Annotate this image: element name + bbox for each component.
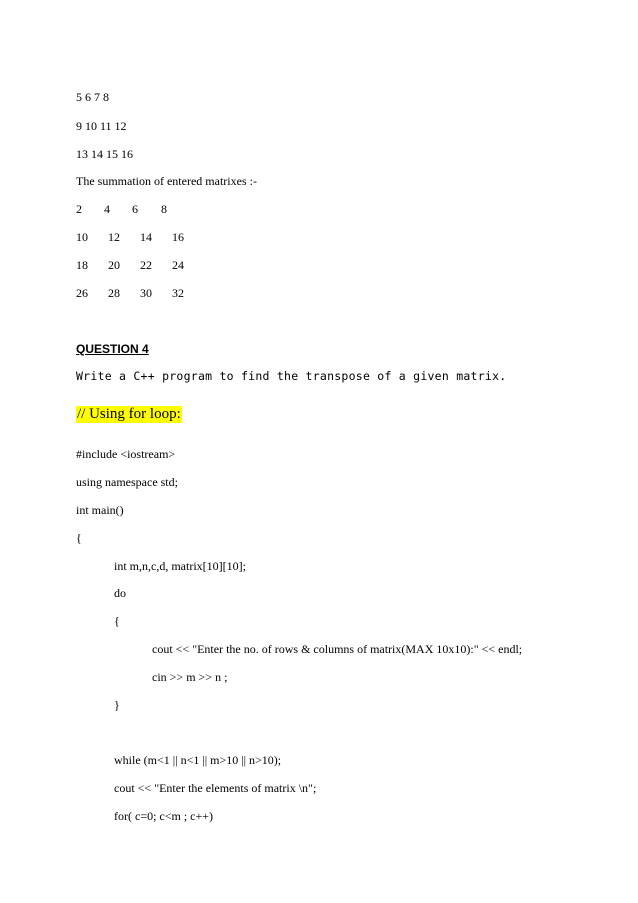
sum-cell: 2 — [76, 202, 82, 216]
code-line: } — [114, 698, 120, 712]
sum-cell: 16 — [172, 230, 184, 244]
sum-cell: 6 — [132, 202, 138, 216]
sum-cell: 4 — [104, 202, 110, 216]
code-line: { — [114, 614, 120, 628]
sum-cell: 32 — [172, 286, 184, 300]
sum-cell: 30 — [140, 286, 152, 300]
code-line: #include <iostream> — [76, 447, 176, 461]
sum-cell: 26 — [76, 286, 88, 300]
code-line: cout << "Enter the no. of rows & columns of matrix(MAX 10x10):" << endl; — [152, 642, 523, 656]
matrix-row-3: 13 14 15 16 — [76, 147, 133, 161]
sum-cell: 10 — [76, 230, 88, 244]
sum-cell: 12 — [108, 230, 120, 244]
code-line: int main() — [76, 503, 124, 517]
code-line: cin >> m >> n ; — [152, 670, 228, 684]
sum-cell: 20 — [108, 258, 120, 272]
sum-cell: 28 — [108, 286, 120, 300]
code-line: using namespace std; — [76, 475, 178, 489]
question-text: Write a C++ program to find the transpose of a given matrix. — [76, 369, 507, 383]
section-comment: // Using for loop: — [77, 406, 181, 422]
code-line: do — [114, 586, 126, 600]
question-heading: QUESTION 4 — [76, 342, 149, 356]
code-line: for( c=0; c<m ; c++) — [114, 809, 214, 823]
sum-cell: 18 — [76, 258, 88, 272]
sum-cell: 8 — [161, 202, 167, 216]
matrix-row-2: 9 10 11 12 — [76, 119, 127, 133]
sum-cell: 24 — [172, 258, 184, 272]
code-line: while (m<1 || n<1 || m>10 || n>10); — [114, 753, 282, 767]
sum-cell: 22 — [140, 258, 152, 272]
sum-cell: 14 — [140, 230, 152, 244]
summation-label: The summation of entered matrixes :- — [76, 174, 257, 188]
code-line: cout << "Enter the elements of matrix \n"; — [114, 781, 317, 795]
code-line: { — [76, 531, 82, 545]
code-line: int m,n,c,d, matrix[10][10]; — [114, 559, 246, 573]
matrix-row-1: 5 6 7 8 — [76, 90, 109, 104]
